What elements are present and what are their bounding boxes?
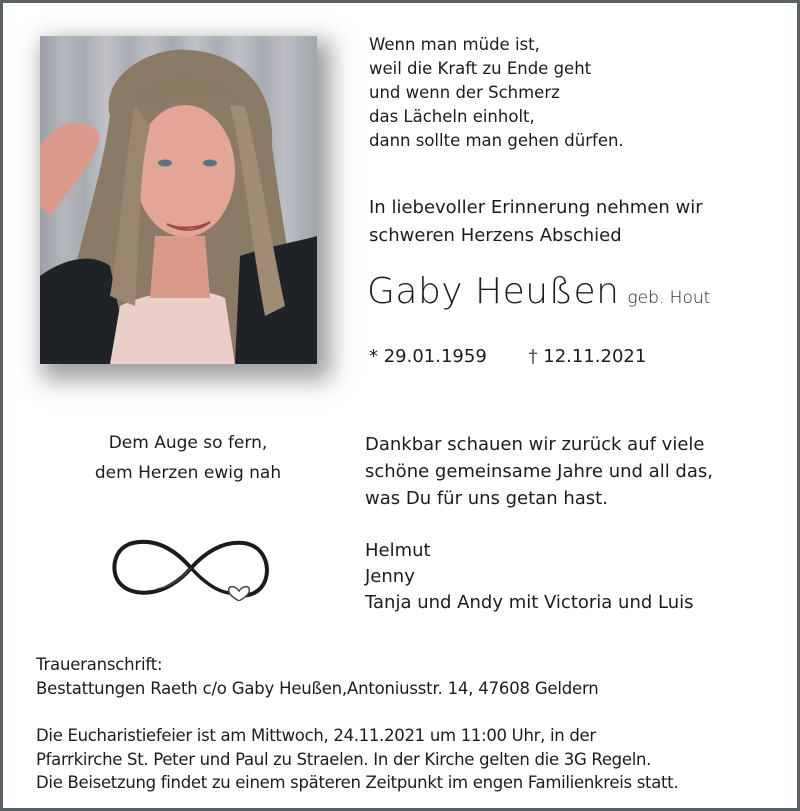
poem-line: Wenn man müde ist, bbox=[369, 35, 540, 54]
deceased-name: Gaby Heußen bbox=[367, 271, 620, 312]
service-line: Die Eucharistiefeier ist am Mittwoch, 24.11.2021 um 11:00 Uhr, in der bbox=[36, 726, 596, 745]
motto-line: Dem Auge so fern, bbox=[108, 433, 268, 453]
infinity-heart-icon bbox=[111, 535, 271, 601]
cross-icon: † bbox=[528, 346, 538, 367]
poem-line: und wenn der Schmerz bbox=[369, 83, 560, 102]
deceased-name-block bbox=[367, 268, 710, 322]
motto-line: dem Herzen ewig nah bbox=[94, 463, 282, 483]
mourning-address bbox=[36, 653, 599, 701]
death-date: 12.11.2021 bbox=[543, 346, 647, 367]
address-value: Bestattungen Raeth c/o Gaby Heußen,Antoniusstr. 14, 47608 Geldern bbox=[36, 679, 599, 698]
address-label: Traueranschrift: bbox=[36, 655, 163, 674]
portrait-photo bbox=[40, 36, 317, 364]
service-line: Pfarrkirche St. Peter und Paul zu Straelen. In der Kirche gelten die 3G Regeln. bbox=[36, 749, 652, 769]
thanks-line: schöne gemeinsame Jahre und all das, bbox=[365, 461, 713, 482]
life-dates bbox=[369, 343, 646, 371]
family-names bbox=[365, 538, 694, 616]
thanks-text bbox=[365, 431, 713, 512]
thanks-line: Dankbar schauen wir zurück auf viele bbox=[365, 434, 705, 455]
family-member: Jenny bbox=[365, 566, 415, 587]
intro-line: In liebevoller Erinnerung nehmen wir bbox=[369, 197, 703, 218]
portrait-image-icon bbox=[40, 36, 317, 364]
service-info bbox=[36, 724, 678, 795]
family-member: Tanja und Andy mit Victoria und Luis bbox=[365, 592, 694, 613]
poem bbox=[369, 33, 624, 153]
intro-text bbox=[369, 194, 703, 250]
poem-line: dann sollte man gehen dürfen. bbox=[369, 131, 624, 150]
birth-date: * 29.01.1959 bbox=[369, 346, 487, 367]
motto bbox=[43, 428, 333, 488]
thanks-line: was Du für uns getan hast. bbox=[365, 488, 608, 509]
poem-line: das Lächeln einholt, bbox=[369, 107, 535, 126]
service-line: Die Beisetzung findet zu einem späteren Zeitpunkt im engen Familienkreis statt. bbox=[36, 773, 679, 792]
intro-line: schweren Herzens Abschied bbox=[369, 225, 622, 246]
poem-line: weil die Kraft zu Ende geht bbox=[369, 59, 592, 78]
maiden-name: geb. Hout bbox=[627, 288, 711, 308]
family-member: Helmut bbox=[365, 540, 431, 561]
